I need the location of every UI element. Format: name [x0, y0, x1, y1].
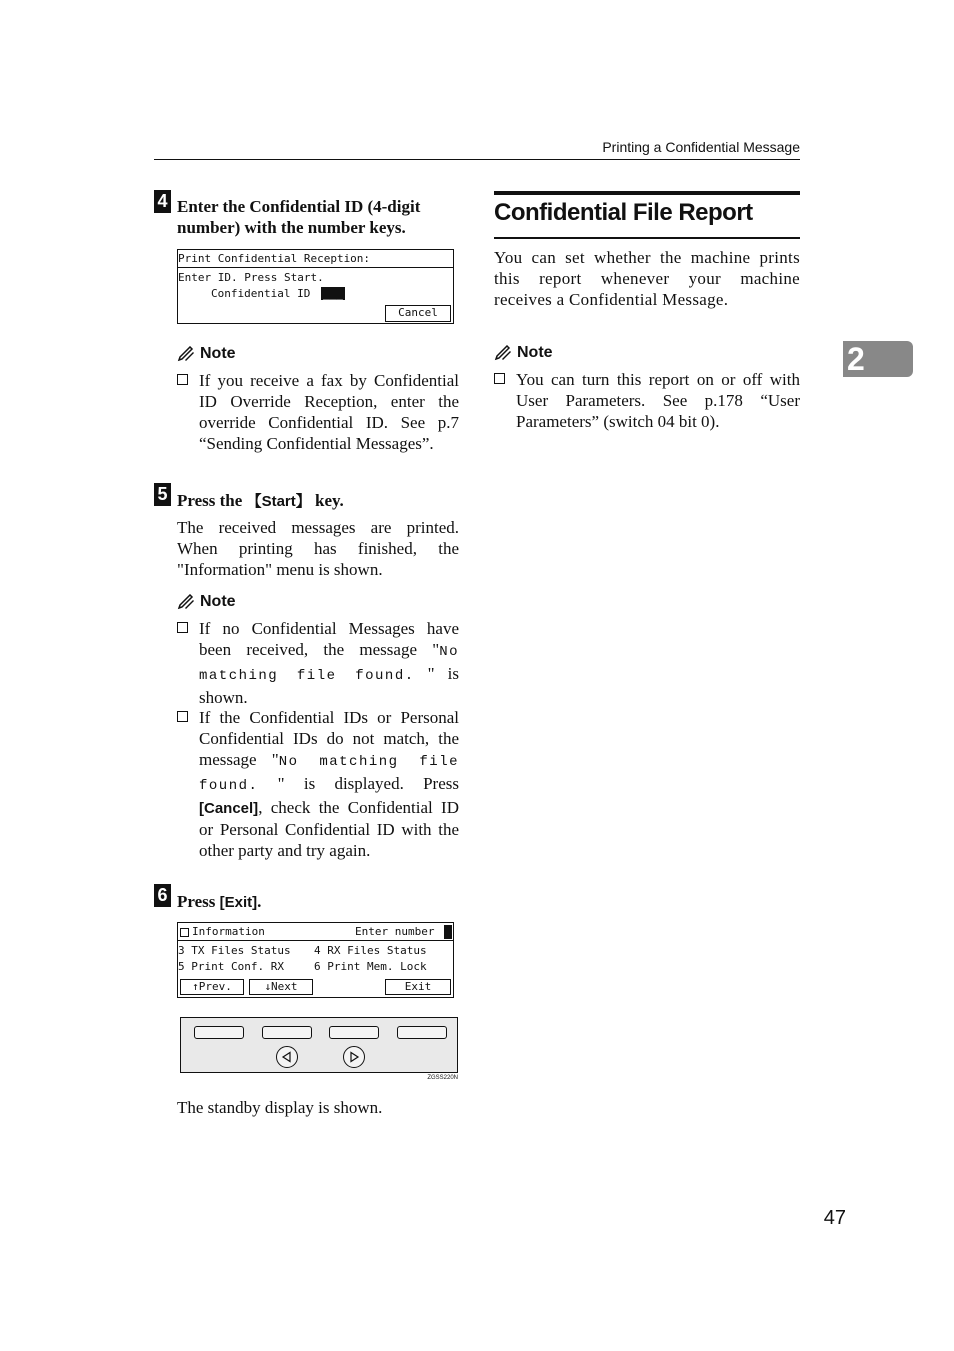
note-label: Note — [200, 345, 236, 362]
step-4-note-heading — [177, 345, 236, 363]
selection-key-1[interactable] — [194, 1026, 244, 1039]
menu-item-print-conf[interactable]: 5 Print Conf. RX — [178, 960, 284, 973]
menu-item-tx-files[interactable]: 3 TX Files Status — [178, 944, 291, 957]
left-arrow-key[interactable] — [276, 1046, 298, 1068]
note-label: Note — [517, 344, 553, 361]
step-6-body: The standby display is shown. — [177, 1098, 383, 1117]
step-4-badge: 4 — [154, 190, 171, 213]
lcd-line-3: Confidential ID — [211, 287, 311, 300]
triangle-right-icon — [344, 1047, 364, 1067]
step-6-badge: 6 — [154, 884, 171, 907]
lcd-cancel-button[interactable]: Cancel — [385, 305, 451, 322]
figure-code: ZGSS220N — [427, 1075, 458, 1081]
header-rule — [154, 159, 800, 160]
pencil-note-icon — [494, 345, 512, 361]
lcd-line-1: Print Confidential Reception: — [178, 252, 371, 265]
step-5-note-heading — [177, 593, 236, 611]
step-5-body: The received messages are printed. When printing has finished, the "Information" menu is shown. — [177, 518, 459, 579]
exit-key-label: [Exit] — [219, 894, 258, 911]
note-text: If no Confidential Messages have been received, the message "No matching file found. " is shown. — [199, 619, 459, 707]
lcd-id-field[interactable]: ___ — [323, 287, 343, 300]
selection-key-4[interactable] — [397, 1026, 447, 1039]
lcd-exit-button[interactable]: Exit — [385, 979, 451, 995]
section-top-bar — [494, 191, 800, 195]
right-arrow-key[interactable] — [343, 1046, 365, 1068]
lcd-divider — [178, 267, 453, 268]
lcd-next-button[interactable]: ↓Next — [249, 979, 313, 995]
cancel-key-label: [Cancel] — [199, 800, 259, 817]
checkbox-bullet-icon — [177, 618, 199, 708]
note-label: Note — [200, 593, 236, 610]
note-text: If the Confidential IDs or Personal Confidential IDs do not match, the message "No matching file found. " is displayed. Press [Cancel], check the Confidential ID or Personal Confidential ID with the other party and try again. — [199, 708, 460, 860]
step-5-note-item-1 — [177, 618, 459, 708]
note-text: If you receive a fax by Confidential ID Override Reception, enter the override Confidential ID. See p.7 “Sending Confidential Messages”. — [199, 371, 459, 453]
lcd-divider — [178, 940, 453, 941]
step-5-badge: 5 — [154, 483, 171, 506]
message-text: No matching file found. — [199, 754, 460, 794]
lcd-enter-number: Enter number — [355, 925, 435, 938]
lcd-confidential-id — [177, 249, 454, 324]
step-6-title: Press [Exit]. — [177, 892, 262, 911]
running-header: Printing a Confidential Message — [602, 139, 800, 155]
menu-item-rx-files[interactable]: 4 RX Files Status — [314, 944, 427, 957]
cursor-block — [444, 925, 452, 939]
lcd-information-menu — [177, 922, 454, 998]
step-4-title: Enter the Confidential ID (4-digit number) with the number keys. — [177, 197, 421, 237]
section-rule — [494, 237, 800, 239]
page-number: 47 — [823, 1207, 846, 1229]
section-note-heading — [494, 344, 553, 362]
lcd-title: Information — [192, 925, 265, 938]
menu-item-print-mem-lock[interactable]: 6 Print Mem. Lock — [314, 960, 427, 973]
message-text: No matching file found. — [199, 644, 459, 684]
checkbox-bullet-icon — [494, 369, 516, 432]
chapter-number: 2 — [847, 341, 865, 377]
checkbox-bullet-icon — [177, 370, 199, 454]
chapter-tab — [843, 341, 913, 377]
section-body: You can set whether the machine prints this report whenever your machine receives a Confidential Message. — [494, 248, 800, 309]
lcd-prev-button[interactable]: ↑Prev. — [180, 979, 244, 995]
note-text: You can turn this report on or off with User Parameters. See p.178 “User Parameters” (switch 04 bit 0). — [516, 370, 800, 431]
triangle-left-icon — [277, 1047, 297, 1067]
selection-key-2[interactable] — [262, 1026, 312, 1039]
start-key-label: 【Start】 — [246, 493, 311, 510]
step-5-title: Press the 【Start】 key. — [177, 491, 344, 510]
menu-icon — [180, 928, 189, 937]
lcd-line-2: Enter ID. Press Start. — [178, 271, 324, 284]
checkbox-bullet-icon — [177, 707, 199, 861]
section-note-item — [494, 369, 800, 432]
control-panel — [180, 1017, 458, 1073]
pencil-note-icon — [177, 346, 195, 362]
selection-key-3[interactable] — [329, 1026, 379, 1039]
section-title: Confidential File Report — [494, 199, 753, 226]
step-4-note-item — [177, 370, 459, 454]
step-5-note-item-2 — [177, 707, 459, 861]
pencil-note-icon — [177, 594, 195, 610]
